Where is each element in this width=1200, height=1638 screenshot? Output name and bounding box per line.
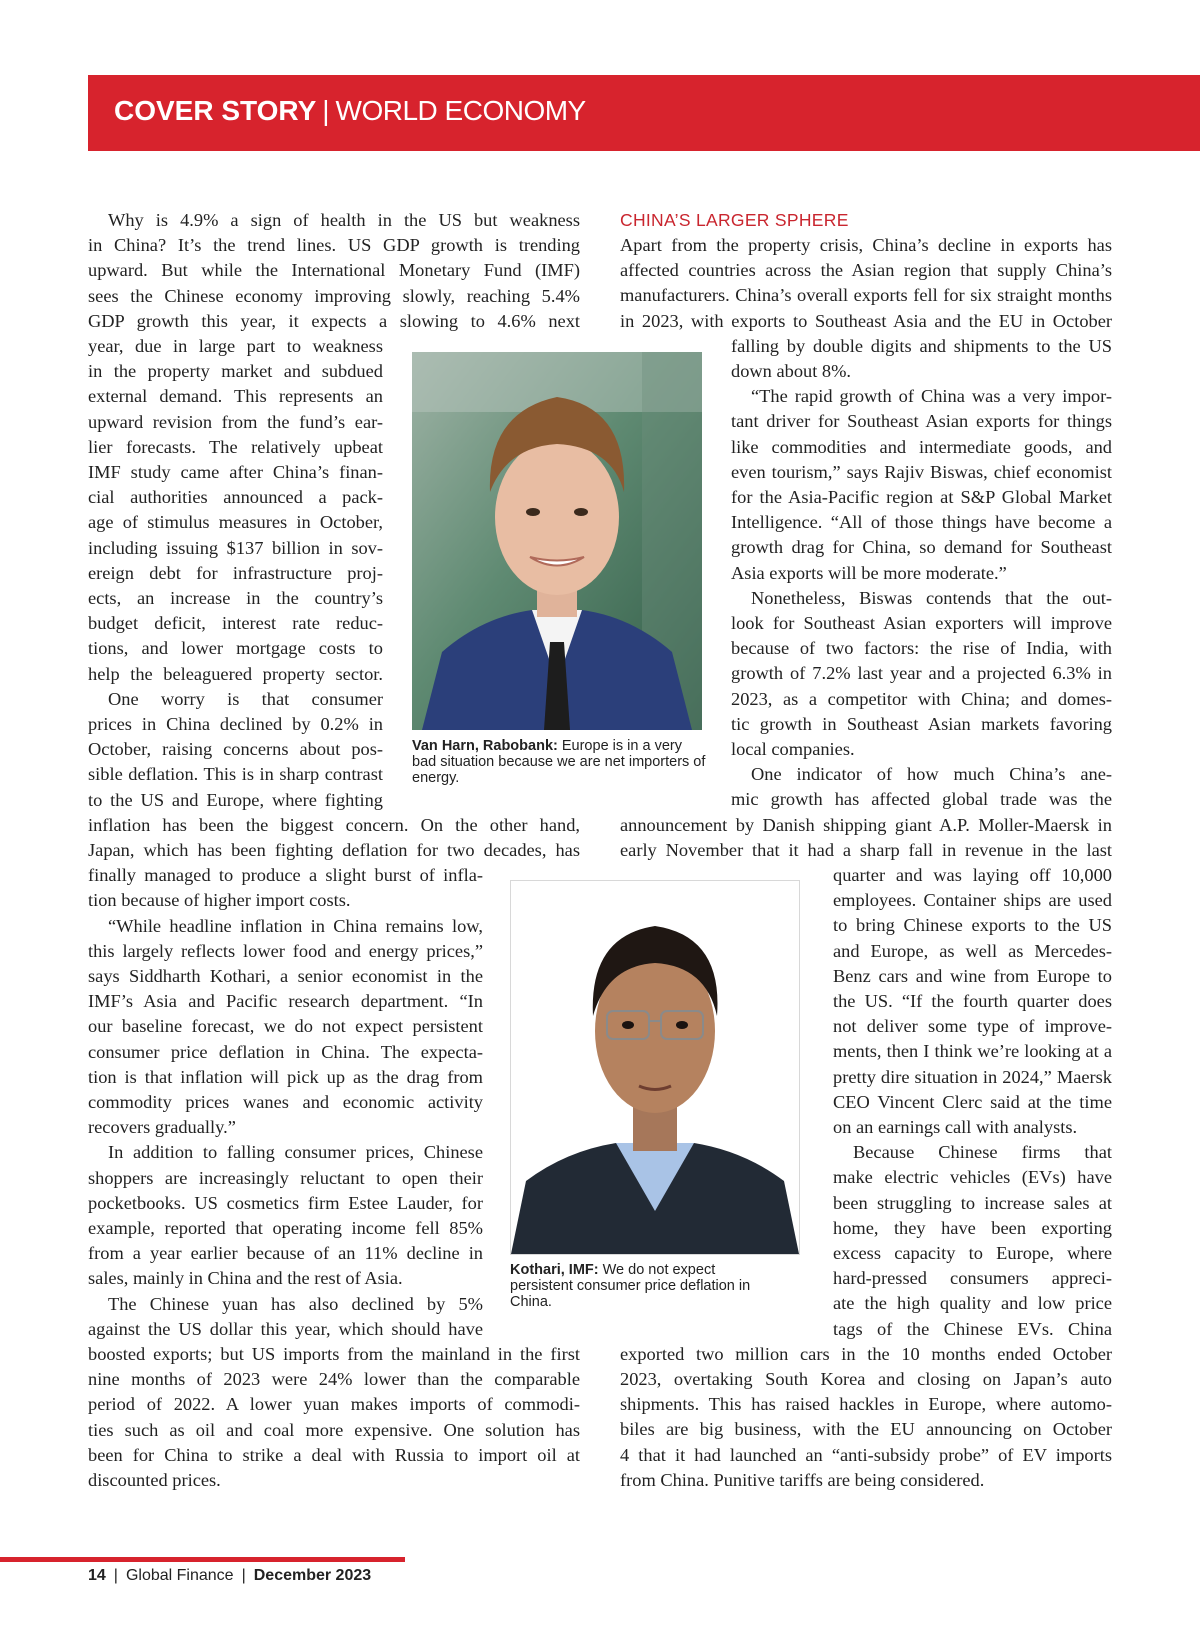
text-line: manufacturers. China’s overall exports fell for six straight months — [620, 285, 1112, 306]
text-line: in the property market and subdued — [88, 361, 383, 382]
text-line: tions, and lower mortgage costs to — [88, 638, 383, 659]
text-line: early November that it had a sharp fall in revenue in the last — [620, 839, 1112, 860]
text-line: shoppers are increasingly reluctant to open their — [88, 1167, 483, 1188]
text-line: tic growth in Southeast Asian markets favoring — [731, 713, 1112, 734]
text-line: home, they have been exporting — [833, 1217, 1112, 1238]
issue-date: December 2023 — [253, 1567, 372, 1584]
text-line: recovers gradually.” — [88, 1117, 236, 1138]
kothari-caption-text: We do not expect persistent consumer price deflation in China. — [510, 1262, 751, 1310]
text-line: ects, an increase in the country’s — [88, 588, 383, 608]
section-banner — [88, 75, 1200, 151]
text-line: ties such as oil and coal more expensive. One solution has — [88, 1419, 580, 1440]
text-line: budget deficit, interest rate reduc- — [88, 613, 383, 634]
text-line: our baseline forecast, we do not expect persistent — [88, 1016, 483, 1037]
footer-rule — [0, 1557, 405, 1562]
text-line: Apart from the property crisis, China’s decline in exports has — [620, 235, 1112, 255]
kothari-caption-name: Kothari, IMF: — [510, 1262, 599, 1278]
text-line: October, raising concerns about pos- — [88, 739, 383, 760]
text-line: in China? It’s the trend lines. US GDP growth is trending — [88, 235, 580, 256]
text-line: on an earnings call with analysts. — [833, 1117, 1078, 1137]
text-line: for the Asia-Pacific region at S&P Global Market — [731, 487, 1112, 507]
text-line: employees. Container ships are used — [833, 890, 1112, 911]
text-line: “While headline inflation in China remains low, — [108, 915, 483, 936]
text-line: period of 2022. A lower yuan makes imports of commodi- — [88, 1394, 580, 1415]
text-line: pocketbooks. US cosmetics firm Estee Lauder, for — [88, 1192, 483, 1213]
text-line: been struggling to increase sales at — [833, 1192, 1112, 1213]
text-line: “The rapid growth of China was a very impor- — [751, 386, 1112, 407]
page-footer: 14 | Global Finance | December 2023 — [88, 1567, 372, 1584]
text-line: been for China to strike a deal with Russia to import oil at — [88, 1444, 580, 1465]
section-heading: CHINA’S LARGER SPHERE — [620, 210, 849, 230]
van-harn-caption-text: Europe is in a very bad situation because we are net importers of energy. — [412, 738, 706, 786]
text-line: hard-pressed consumers appreci- — [833, 1268, 1112, 1289]
text-line: local companies. — [731, 739, 855, 759]
text-line: like commodities and intermediate goods, and — [731, 436, 1112, 457]
kothari-photo — [510, 880, 800, 1255]
page-number: 14 — [88, 1567, 106, 1584]
text-line: to the US and Europe, where fighting — [88, 789, 383, 810]
text-line: One indicator of how much China’s ane- — [751, 764, 1112, 785]
text-line: pretty dire situation in 2024,” Maersk — [833, 1066, 1112, 1087]
text-line: Benz cars and wine from Europe to — [833, 965, 1112, 986]
text-line: from a year earlier because of an 11% decline in — [88, 1243, 483, 1264]
text-line: tags of the Chinese EVs. China — [833, 1318, 1112, 1339]
text-line: from China. Punitive tariffs are being considered. — [620, 1469, 985, 1490]
text-line: sales, mainly in China and the rest of Asia. — [88, 1268, 403, 1289]
text-line: look for Southeast Asian exporters will improve — [731, 613, 1112, 633]
text-line: In addition to falling consumer prices, Chinese — [108, 1142, 483, 1163]
text-line: exported two million cars in the 10 months ended October — [620, 1343, 1112, 1364]
text-line: year, due in large part to weakness — [88, 336, 383, 356]
text-line: growth drag for China, so demand for Southeast — [731, 537, 1112, 558]
text-line: IMF’s Asia and Pacific research department. “In — [88, 991, 483, 1012]
text-line: cial authorities announced a pack- — [88, 487, 383, 508]
text-line: finally managed to produce a slight burst of infla- — [88, 865, 483, 886]
text-line: and Europe, as well as Mercedes- — [833, 940, 1112, 961]
text-line: ereign debt for infrastructure proj- — [88, 562, 383, 583]
text-line: tion is that inflation will pick up as the drag from — [88, 1066, 483, 1087]
text-line: GDP growth this year, it expects a slowing to 4.6% next — [88, 310, 580, 331]
text-line: boosted exports; but US imports from the mainland in the first — [88, 1344, 580, 1364]
text-line: in 2023, with exports to Southeast Asia and the EU in October — [620, 310, 1112, 331]
text-line: Intelligence. “All of those things have become a — [731, 512, 1112, 533]
publication-name: Global Finance — [125, 1567, 234, 1584]
text-line: lier forecasts. The relatively upbeat — [88, 436, 383, 457]
banner-title — [114, 95, 586, 127]
text-line: affected countries across the Asian region that supply China’s — [620, 260, 1112, 281]
text-line: 2023, as a competitor with China; and domes- — [731, 688, 1112, 709]
van-harn-photo — [412, 352, 702, 730]
text-line: upward. But while the International Monetary Fund (IMF) — [88, 260, 580, 281]
text-line: excess capacity to Europe, where — [833, 1243, 1112, 1263]
text-line: prices in China declined by 0.2% in — [88, 714, 383, 734]
van-harn-caption-name: Van Harn, Rabobank: — [412, 738, 558, 754]
text-line: Japan, which has been fighting deflation for two decades, has — [88, 840, 580, 860]
text-line: including issuing $137 billion in sov- — [88, 537, 383, 558]
text-line: this largely reflects lower food and energy prices,” — [88, 940, 483, 961]
text-line: CEO Vincent Clerc said at the time — [833, 1091, 1112, 1112]
text-line: growth of 7.2% last year and a projected 6.3% in — [731, 663, 1112, 684]
text-line: because of two factors: the rise of India, with — [731, 638, 1112, 659]
kothari-caption — [510, 1262, 775, 1310]
text-line: 4 that it had launched an “anti-subsidy probe” of EV imports — [620, 1444, 1112, 1465]
banner-section: COVER STORY — [114, 95, 317, 126]
text-line: help the beleaguered property sector. — [88, 663, 383, 684]
text-line: 2023, overtaking South Korea and closing on Japan’s auto — [620, 1369, 1112, 1389]
text-line: upward revision from the fund’s ear- — [88, 411, 383, 432]
text-line: ate the high quality and low price — [833, 1293, 1112, 1314]
text-line: tant driver for Southeast Asian exports for things — [731, 411, 1112, 432]
banner-separator: | — [322, 95, 330, 126]
banner-topic: WORLD ECONOMY — [335, 95, 586, 126]
text-line: not deliver some type of improve- — [833, 1016, 1112, 1037]
text-line: Nonetheless, Biswas contends that the out- — [751, 587, 1112, 608]
text-line: Because Chinese firms that — [853, 1142, 1112, 1163]
text-line: sees the Chinese economy improving slowly, reaching 5.4% — [88, 285, 580, 306]
text-line: discounted prices. — [88, 1470, 221, 1490]
text-line: shipments. This has raised hackles in Europe, where automo- — [620, 1394, 1112, 1415]
text-line: make electric vehicles (EVs) have — [833, 1167, 1112, 1188]
text-line: Asia exports will be more moderate.” — [731, 562, 1007, 583]
text-line: One worry is that consumer — [108, 688, 383, 709]
text-line: ments, then I think we’re looking at a — [833, 1041, 1112, 1062]
text-line: the US. “If the fourth quarter does — [833, 991, 1112, 1011]
text-line: nine months of 2023 were 24% lower than the comparable — [88, 1369, 580, 1390]
text-line: IMF study came after China’s finan- — [88, 462, 383, 482]
text-line: The Chinese yuan has also declined by 5% — [108, 1293, 483, 1314]
text-line: tion because of higher import costs. — [88, 890, 351, 911]
text-line: consumer price deflation in China. The expecta- — [88, 1041, 483, 1062]
text-line: commodity prices wanes and economic activity — [88, 1092, 483, 1112]
text-line: sible deflation. This is in sharp contrast — [88, 764, 383, 785]
text-line: age of stimulus measures in October, — [88, 512, 383, 533]
text-line: against the US dollar this year, which should have — [88, 1318, 483, 1339]
text-line: to bring Chinese exports to the US — [833, 915, 1112, 936]
text-line: even tourism,” says Rajiv Biswas, chief economist — [731, 461, 1112, 482]
text-line: says Siddharth Kothari, a senior economist in the — [88, 966, 483, 986]
van-harn-caption — [412, 738, 707, 786]
text-line: external demand. This represents an — [88, 386, 383, 407]
text-line: example, reported that operating income fell 85% — [88, 1218, 483, 1238]
text-line: inflation has been the biggest concern. On the other hand, — [88, 814, 580, 835]
text-line: biles are big business, with the EU announcing on October — [620, 1419, 1112, 1440]
text-line: quarter and was laying off 10,000 — [833, 865, 1112, 885]
text-line: falling by double digits and shipments to the US — [731, 335, 1112, 356]
text-line: announcement by Danish shipping giant A.P. Moller-Maersk in — [620, 814, 1112, 835]
text-line: down about 8%. — [731, 361, 852, 381]
text-line: Why is 4.9% a sign of health in the US but weakness — [108, 210, 580, 230]
text-line: mic growth has affected global trade was the — [731, 789, 1112, 810]
